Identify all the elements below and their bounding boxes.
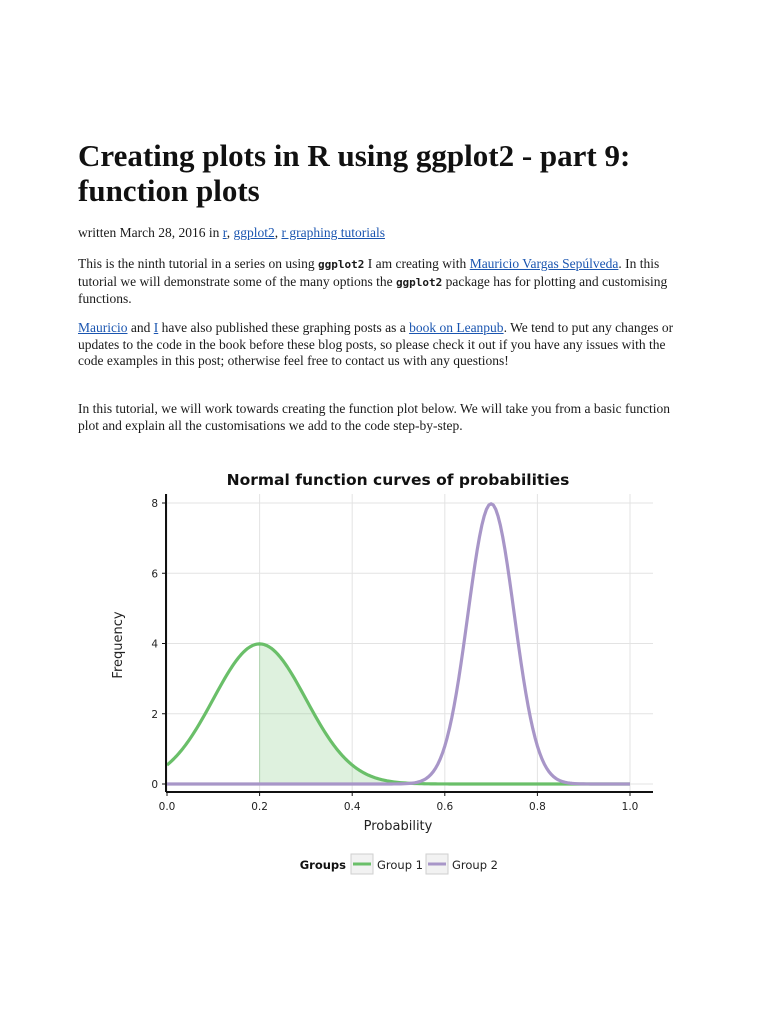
- chart-grid: [166, 494, 653, 792]
- legend-label: Group 2: [452, 858, 498, 872]
- chart-svg: [100, 462, 670, 892]
- meta-date: written March 28, 2016 in: [78, 225, 223, 240]
- x-tick-label: 0.0: [158, 801, 176, 813]
- x-tick-label: 0.8: [529, 801, 546, 813]
- meta-separator: ,: [274, 225, 282, 240]
- y-tick-label: 6: [151, 568, 158, 581]
- x-tick-label: 1.0: [621, 801, 639, 813]
- function-plot: [100, 462, 670, 892]
- page-title: Creating plots in R using ggplot2 - part 9: function plots: [78, 138, 631, 208]
- author-link-mauricio-vargas[interactable]: Mauricio Vargas Sepúlveda: [469, 256, 619, 271]
- paragraph-text: This is the ninth tutorial in a series on using: [78, 256, 318, 271]
- inline-code: ggplot2: [317, 258, 365, 271]
- author-link-mauricio[interactable]: Mauricio: [78, 320, 128, 335]
- x-tick-label: 0.6: [436, 801, 454, 813]
- paragraph-text: . We tend to put any changes or updates to the code in the book before these blog posts, so please check it out if you have any issues with the code examples in this post; otherwise feel free to contact us with any questions!: [78, 320, 674, 368]
- inline-code: ggplot2: [395, 275, 443, 289]
- x-tick-label: 0.4: [343, 801, 361, 813]
- tag-link-r[interactable]: r: [222, 225, 227, 240]
- chart-ticks: [151, 498, 638, 813]
- x-axis-label: Probability: [363, 819, 433, 834]
- tag-link-r-graphing-tutorials[interactable]: r graphing tutorials: [281, 225, 385, 240]
- author-link-i[interactable]: I: [153, 320, 159, 335]
- intro-paragraph: [78, 256, 690, 308]
- legend-label: Group 1: [377, 858, 423, 872]
- tag-link-ggplot2[interactable]: ggplot2: [233, 225, 275, 240]
- book-paragraph: [78, 320, 690, 370]
- legend-title: Groups: [299, 858, 346, 872]
- paragraph-text: . In this tutorial we will demonstrate some of the many options the: [78, 256, 660, 289]
- tutorial-paragraph: In this tutorial, we will work towards creating the function plot below. We will take you from a basic function plot and explain all the customisations we add to the code step-by-step.: [78, 401, 671, 433]
- post-meta: [78, 225, 698, 241]
- paragraph-text: I am creating with: [364, 256, 470, 271]
- chart-title: Normal function curves of probabilities: [226, 471, 570, 489]
- meta-separator: ,: [226, 225, 234, 240]
- y-tick-label: 8: [151, 498, 158, 510]
- y-axis-label: Frequency: [111, 611, 126, 679]
- paragraph-text: have also published these graphing posts as a: [158, 320, 410, 335]
- y-tick-label: 2: [151, 708, 158, 721]
- y-tick-label: 0: [151, 779, 158, 791]
- y-tick-label: 4: [151, 638, 158, 651]
- paragraph-text: and: [127, 320, 154, 335]
- paragraph-text: package has for plotting and customising functions.: [78, 273, 668, 306]
- chart-legend: [300, 854, 498, 874]
- x-tick-label: 0.2: [251, 801, 268, 813]
- book-link[interactable]: book on Leanpub: [409, 320, 504, 335]
